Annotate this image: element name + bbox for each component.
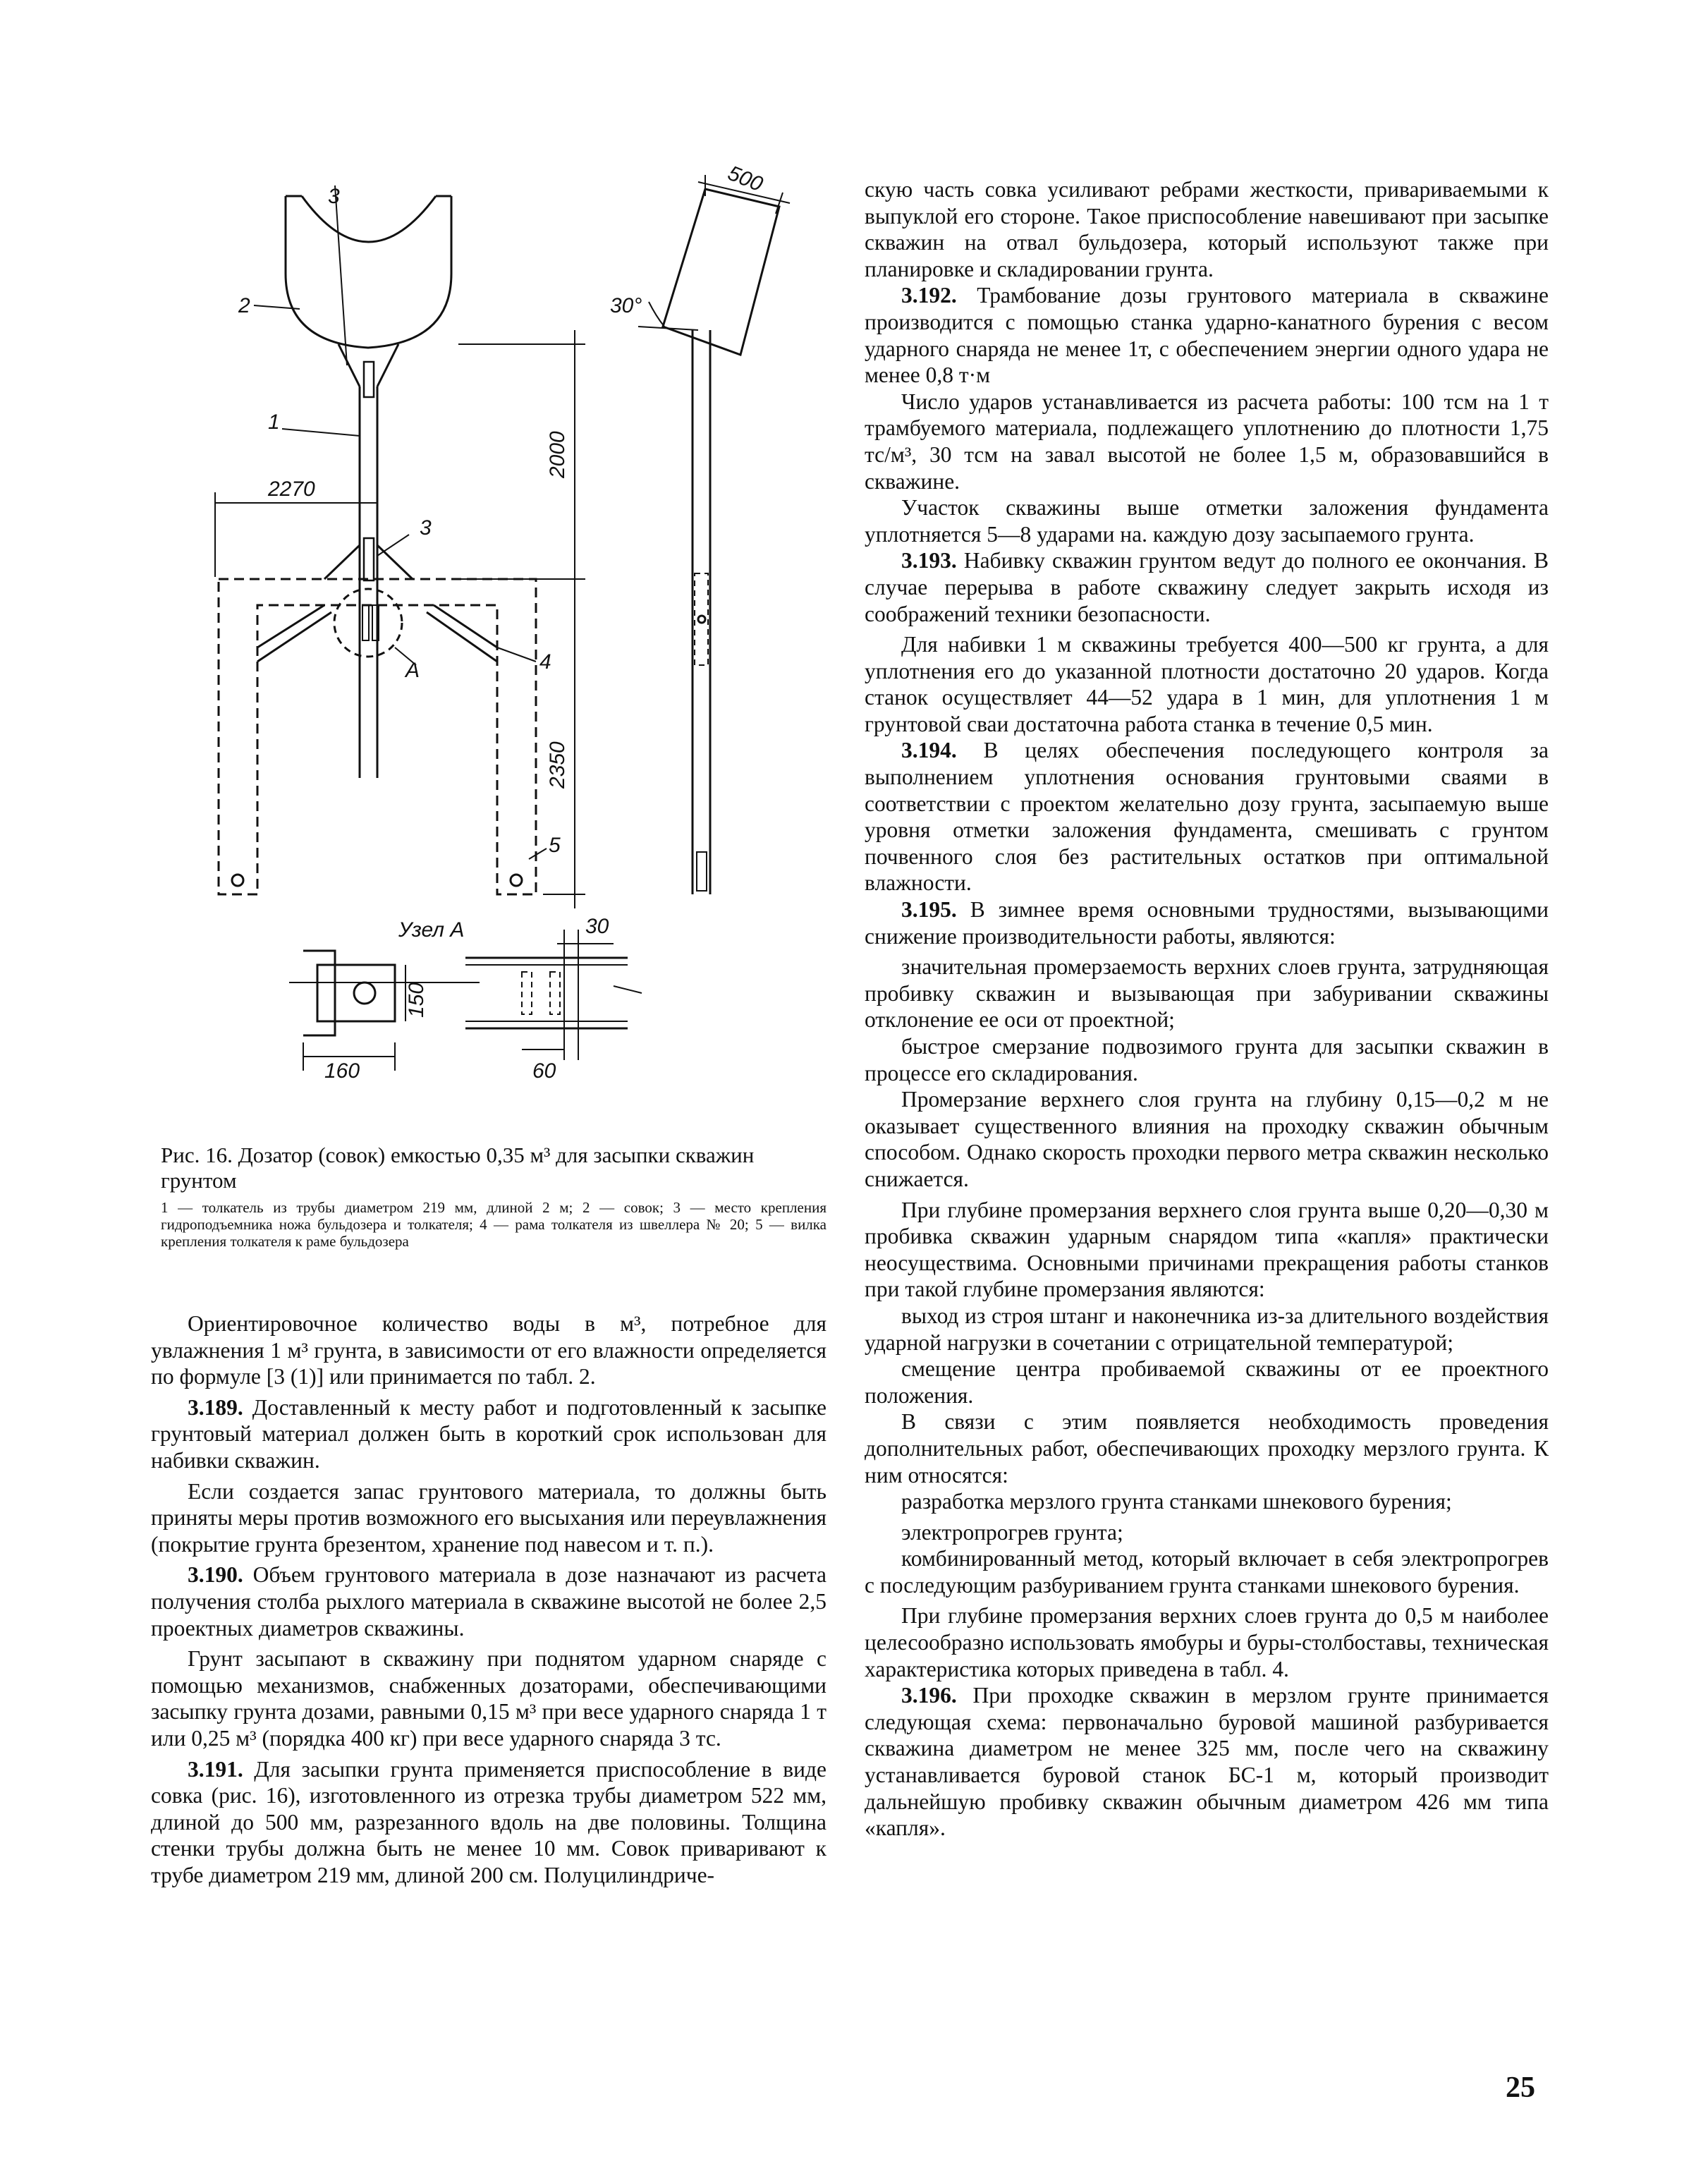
figure-16-drawing — [162, 154, 797, 1120]
list-paragraph: значительная промерзаемость верхних слоев грунта, затрудняющая пробивку скважин и вызывающая при забуривании скважины отклонение ее оси от проектной; — [865, 954, 1549, 1033]
paragraph-text: При проходке скважин в мерзлом грунте принимается следующая схема: первоначально буровой машиной разбуривается скважина диаметром не менее 325 мм, после чего на скважину устанавливается буровой станок БС-1 м, который производит дальнейшую пробивку скважин обычным диаметром 426 мм типа «капля». — [865, 1683, 1549, 1841]
paragraph-3-194 — [865, 737, 1549, 896]
paragraph-text: Объем грунтового материала в дозе назначают из расчета получения столба рыхлого материала в скважине высотой не более 2,5 проектных диаметров скважины. — [151, 1562, 826, 1641]
dim-30deg: 30° — [610, 294, 642, 317]
list-paragraph: смещение центра пробиваемой скважины от ее проектного положения. — [865, 1356, 1549, 1408]
dim-160: 160 — [324, 1059, 360, 1083]
label-A: A — [405, 659, 420, 682]
caption-legend: 1 — толкатель из трубы диаметром 219 мм, длиной 2 м; 2 — совок; 3 — место крепления гидроподъемника ножа бульдозера и толкателя; 4 — рама толкателя из швеллера № 20; 5 — вилка крепления толкателя к раме бульдозера — [161, 1199, 826, 1250]
paragraph: В связи с этим появляется необходимость проведения дополнительных работ, обеспечивающих проходку мерзлого грунта. К ним относятся: — [865, 1409, 1549, 1487]
paragraph-3-193 — [865, 547, 1549, 627]
list-paragraph: электропрогрев грунта; — [901, 1519, 1123, 1545]
scoop-outer-outline — [286, 196, 451, 348]
section-number: 3.191. — [188, 1756, 243, 1782]
label-3-mid: 3 — [420, 516, 432, 540]
section-number: 3.192. — [901, 283, 957, 308]
scoop-inner-outline — [302, 196, 436, 242]
dim-2000: 2000 — [546, 431, 569, 478]
dim-30: 30 — [585, 915, 609, 938]
dim-500: 500 — [724, 161, 767, 197]
paragraph-text: В зимнее время основными трудностями, вызывающими снижение производительности работы, являются: — [865, 897, 1549, 949]
page-number: 25 — [1506, 2071, 1535, 2104]
list-paragraph: комбинированный метод, который включает в себя электропрогрев с последующим разбуриванием грунта станками шнекового бурения. — [865, 1546, 1549, 1598]
paragraph: При глубине промерзания верхнего слоя грунта выше 0,20—0,30 м пробивка скважин ударным снарядом типа «капля» практически неосуществима. Основными причинами прекращения работы станков при такой глубине промерзания являются: — [865, 1197, 1549, 1302]
section-number: 3.190. — [188, 1562, 243, 1588]
paragraph-text: Для засыпки грунта применяется приспособление в виде совка (рис. 16), изготовленного из отрезка трубы диаметром 522 мм, длиной до 500 мм, разрезанного вдоль на две половины. Толщина стенки трубы должна быть не менее 10 мм. Совок приваривают к трубе диаметром 219 мм, длиной 200 см. Полуцилиндриче- — [151, 1756, 826, 1887]
dim-2270: 2270 — [268, 477, 315, 501]
paragraph-3-196 — [865, 1682, 1549, 1842]
left-column — [151, 1310, 826, 1888]
section-number: 3.193. — [901, 548, 957, 573]
paragraph: скую часть совка усиливают ребрами жесткости, привариваемыми к выпуклой его стороне. Такое приспособление навешивают при засыпке скважин на отвал бульдозера, который используют также при планировке и складировании грунта. — [865, 177, 1549, 281]
paragraph-3-190 — [151, 1562, 826, 1641]
paragraph: Если создается запас грунтового материала, то должны быть приняты меры против возможного его высыхания или переувлажнения (покрытие грунта брезентом, хранение под навесом и т. п.). — [151, 1478, 826, 1557]
paragraph-3-192 — [865, 282, 1549, 388]
label-4: 4 — [539, 650, 551, 674]
paragraph-text: Набивку скважин грунтом ведут до полного ее окончания. В случае перерыва в работе скважину следует закрыть исходя из соображений техники безопасности. — [865, 548, 1549, 626]
dim-2350: 2350 — [546, 741, 569, 789]
dozer-scoop-diagram — [162, 154, 797, 1120]
section-number: 3.195. — [901, 897, 957, 923]
paragraph-text: Доставленный к месту работ и подготовленный к засыпке грунтовый материал должен быть в короткий срок использован для набивки скважин. — [151, 1394, 826, 1473]
paragraph-text: В целях обеспечения последующего контроля за выполнением уплотнения основания грунтовыми сваями в соответствии с проектом желательно дозу грунта, засыпаемую выше уровня отметки заложения фундамента, смешивать с грунтом почвенного слоя без растительных остатков при оптимальной влажности. — [865, 738, 1549, 896]
label-1: 1 — [268, 410, 280, 434]
node-a-title: Узел А — [398, 918, 465, 942]
paragraph: Участок скважины выше отметки заложения фундамента уплотняется 5—8 ударами на. каждую дозу засыпаемого грунта. — [865, 495, 1549, 547]
dim-60: 60 — [532, 1059, 556, 1083]
paragraph: Для набивки 1 м скважины требуется 400—500 кг грунта, а для уплотнения его до указанной плотности достаточно 20 ударов. Когда станок осуществляет 44—52 удара в 1 мин, для уплотнения 1 м грунтовой сваи достаточна работа станка в течение 0,5 мин. — [865, 632, 1549, 736]
paragraph-text: Трамбование дозы грунтового материала в скважине производится с помощью станка ударно-канатного бурения с весом ударного снаряда не менее 1т, с обеспечением энергии одного удара не менее 0,8 т·м — [865, 283, 1549, 388]
label-2: 2 — [238, 294, 250, 317]
paragraph: Промерзание верхнего слоя грунта на глубину 0,15—0,2 м не оказывает существенного влияния на проходку скважин обычным способом. Однако скорость проходки первого метра скважин несколько снижается. — [865, 1087, 1549, 1191]
label-3-top: 3 — [328, 185, 340, 208]
section-number: 3.194. — [901, 738, 957, 763]
scoop-side-view — [663, 189, 779, 355]
paragraph-3-195 — [865, 896, 1549, 949]
list-paragraph: быстрое смерзание подвозимого грунта для засыпки скважин в процессе его складирования. — [865, 1034, 1549, 1085]
section-number: 3.196. — [901, 1683, 957, 1708]
section-number: 3.189. — [188, 1394, 243, 1420]
paragraph: Число ударов устанавливается из расчета работы: 100 тсм на 1 т трамбуемого материала, подлежащего уплотнению до плотности 1,75 тс/м³, 30 тсм на завал высотой не более 1,5 м, образовавшийся в скважине. — [865, 389, 1549, 494]
list-paragraph: разработка мерзлого грунта станками шнекового бурения; — [901, 1489, 1452, 1514]
label-5: 5 — [549, 834, 561, 857]
paragraph-3-191 — [151, 1756, 826, 1889]
dim-150: 150 — [405, 982, 428, 1018]
list-paragraph: выход из строя штанг и наконечника из-за длительного воздействия ударной нагрузки в сочетании с отрицательной температурой; — [865, 1303, 1549, 1355]
paragraph: При глубине промерзания верхних слоев грунта до 0,5 м наиболее целесообразно использовать ямобуры и буры-столбоставы, техническая характеристика которых приведена в табл. 4. — [865, 1603, 1549, 1681]
right-column — [865, 176, 1549, 1842]
caption-title: Рис. 16. Дозатор (совок) емкостью 0,35 м³ для засыпки скважин грунтом — [161, 1143, 755, 1193]
paragraph: Ориентировочное количество воды в м³, потребное для увлажнения 1 м³ грунта, в зависимости от его влажности определяется по формуле [3 (1)] или принимается по табл. 2. — [151, 1311, 826, 1389]
paragraph-3-189 — [151, 1394, 826, 1474]
paragraph: Грунт засыпают в скважину при поднятом ударном снаряде с помощью механизмов, снабженных дозаторами, обеспечивающими засыпку грунта дозами, равными 0,15 м³ при весе ударного снаряда 1 т или 0,25 м³ (порядка 400 кг) при весе ударного снаряда 3 тс. — [151, 1646, 826, 1751]
figure-caption — [161, 1143, 826, 1250]
